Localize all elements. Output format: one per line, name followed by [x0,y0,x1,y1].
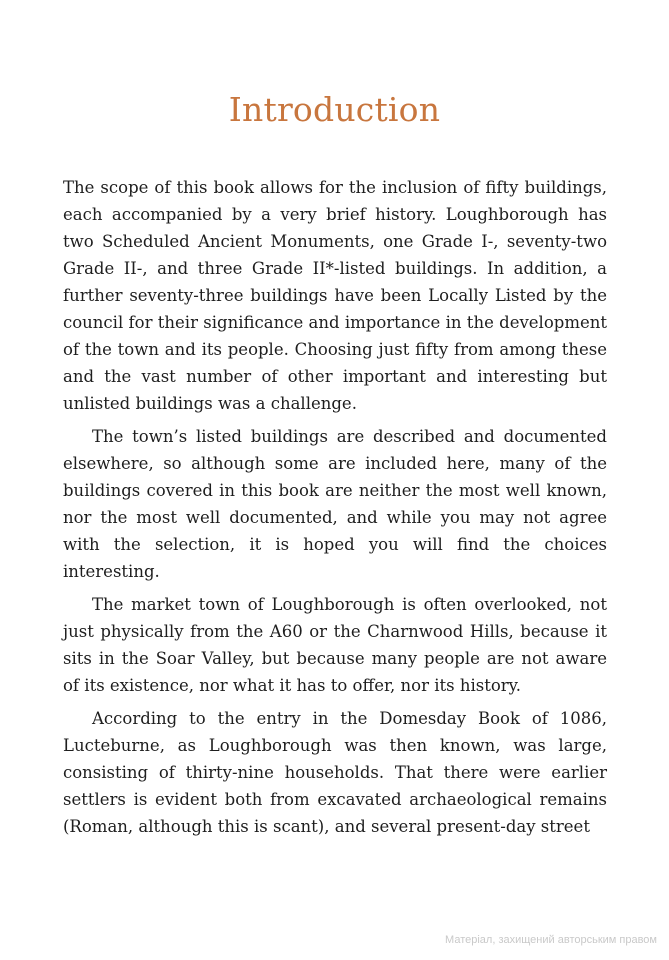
paragraph-2: The town’s listed buildings are described and documented elsewhere, so although some are included here, many of the buildings covered in this book are neither the most well known, nor the most well documented, and while you may not agree with the selection, it is hoped you will find the choices interesting. [63,427,607,581]
paragraph-1: The scope of this book allows for the inclusion of fifty buildings, each accompanied by a very brief history. Loughborough has two Scheduled Ancient Monuments, one Grade I-, seventy-two Grade II-, and three Grade II*-listed buildings. In addition, a further seventy-three buildings have been Locally Listed by the council for their significance and importance in the development of the town and its people. Choosing just fifty from among these and the vast number of other important and interesting but unlisted buildings was a challenge. [63,178,607,413]
chapter-title: Introduction [228,90,441,129]
body-text [63,174,607,846]
copyright-watermark: Матеріал, захищений авторським правом [445,934,657,946]
paragraph-4: According to the entry in the Domesday Book of 1086, Lucteburne, as Loughborough was then known, was large, consisting of thirty-nine households. That there were earlier settlers is evident both from excavated archaeological remains (Roman, although this is scant), and several present-day street [63,709,607,836]
paragraph-3: The market town of Loughborough is often overlooked, not just physically from the A60 or the Charnwood Hills, because it sits in the Soar Valley, but because many people are not aware of its existence, nor what it has to offer, nor its history. [63,595,607,695]
